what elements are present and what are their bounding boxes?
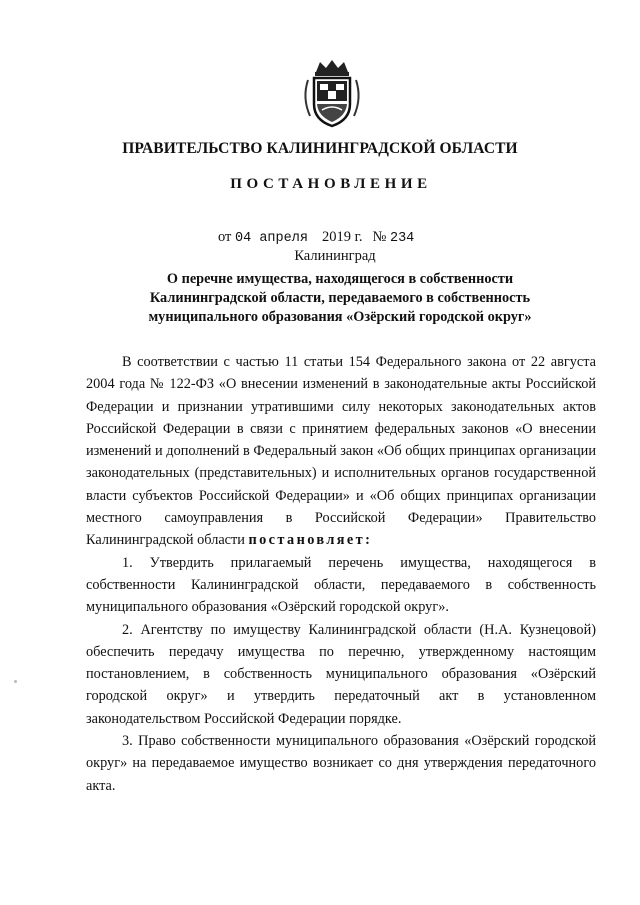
title-line: муниципального образования «Озёрский городской округ» xyxy=(148,309,532,325)
document-title xyxy=(100,270,580,327)
document-number: 234 xyxy=(389,231,415,246)
item-3: 3. Право собственности муниципального образования «Озёрский городской округ» на передаваемое имущество возникает со дня утверждения передаточного акта. xyxy=(86,733,596,794)
date-prefix: от xyxy=(218,229,232,245)
kaliningrad-coat-of-arms-icon xyxy=(300,58,364,128)
number-sign: № xyxy=(372,229,387,245)
document-type: ПОСТАНОВЛЕНИЕ xyxy=(230,176,432,192)
title-line: Калининградской области, передаваемого в собственность xyxy=(149,290,531,306)
title-line: О перечне имущества, находящегося в собственности xyxy=(166,271,514,287)
organization-name: ПРАВИТЕЛЬСТВО КАЛИНИНГРАДСКОЙ ОБЛАСТИ xyxy=(122,140,518,157)
decree-verb: постановляет: xyxy=(248,532,373,549)
date-year: 2019 г. xyxy=(321,229,363,245)
item-2: 2. Агентству по имуществу Калининградской области (Н.А. Кузнецовой) обеспечить передачу имущества по перечню, утвержденному настоящим постановлением, в собственность муниципального образования «Озёрский городской округ» и утвердить передаточный акт в установленном законодательством Российской Федерации порядке. xyxy=(86,621,596,727)
date-day-month: 04 апреля xyxy=(235,231,308,246)
city: Калининград xyxy=(294,248,376,264)
intro-paragraph xyxy=(86,351,596,552)
intro-text: В соответствии с частью 11 статьи 154 Федерального закона от 22 августа 2004 года № 122-ФЗ «О внесении изменений в законодательные акты Российской Федерации и признании утратившими силу некоторых законодательных актов Российской Федерации в связи с принятием федеральных законов «О внесении изменений и дополнений в Федеральный закон «Об общих принципах организации законодательных (представительных) и исполнительных органов государственной власти субъектов Российской Федерации» и «Об общих принципах организации местного самоуправления в Российской Федерации» Правительство Калининградской области xyxy=(86,354,596,549)
item-1: 1. Утвердить прилагаемый перечень имущества, находящегося в собственности Калининградской области, передаваемого в собственность муниципального образования «Озёрский городской округ». xyxy=(86,554,596,616)
document-body xyxy=(86,351,596,797)
margin-speck xyxy=(14,680,17,683)
date-number-line xyxy=(218,229,414,246)
